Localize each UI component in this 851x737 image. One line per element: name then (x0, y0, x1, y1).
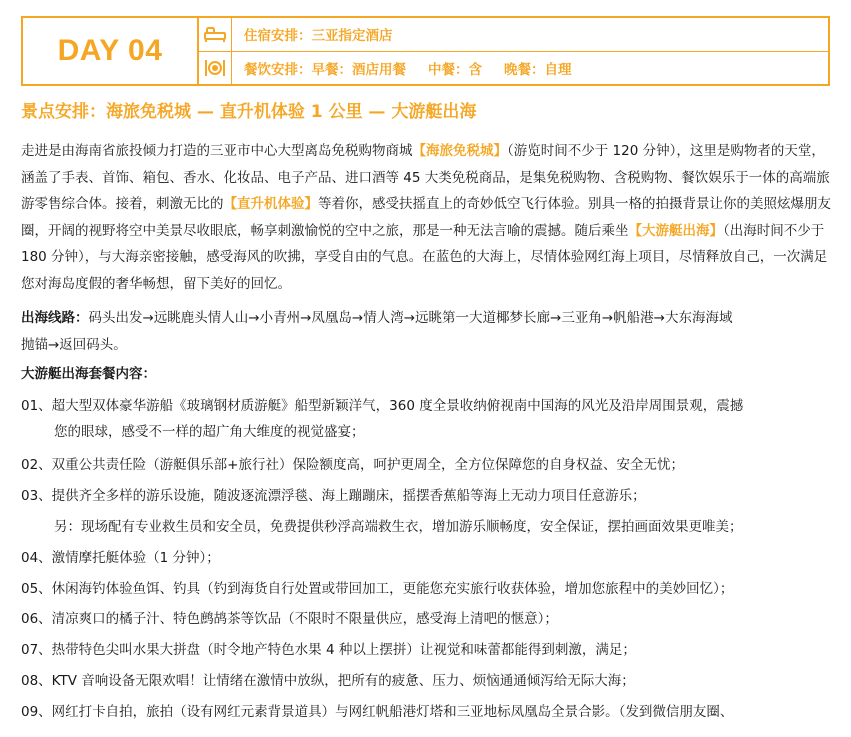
list-item: 06、清凉爽口的橘子汁、特色鹧鸪茶等饮品（不限时不限量供应，感受海上清吧的惬意）； (21, 611, 558, 627)
meals-label: 餐饮安排： (244, 61, 312, 78)
day-label: DAY 04 (57, 34, 163, 67)
meals-row (199, 52, 828, 85)
list-item: 02、双重公共责任险（游艇俱乐部+旅行社）保险额度高，呵护更周全，全方位保障您的自身权益、安全无忧； (21, 457, 684, 473)
day-info (199, 18, 828, 84)
route-line-1 (21, 306, 733, 326)
bed-icon (199, 18, 232, 51)
highlight-helicopter: 【直升机体验】 (223, 196, 318, 212)
accommodation-row (199, 18, 828, 52)
accommodation-text: 住宿安排：三亚指定酒店 (244, 28, 393, 45)
list-item: 05、休闲海钓体验鱼饵、钓具（钓到海货自行处置或带回加工，更能您充实旅行收获体验，增加您旅程中的美妙回忆）； (21, 581, 734, 597)
day-header (21, 16, 830, 86)
list-item: 09、网红打卡自拍，旅拍（设有网红元素背景道具）与网红帆船港灯塔和三亚地标凤凰岛全景合影。（发到微信朋友圈、 (21, 704, 734, 720)
list-item: 01、超大型双体豪华游船《玻璃钢材质游艇》船型新颖洋气，360 度全景收纳俯视南中国海的风光及沿岸周围景观，震撼 (21, 398, 744, 414)
section-title: 景点安排：海旅免税城 — 直升机体验 1 公里 — 大游艇出海 (21, 102, 477, 122)
highlight-duty-free: 【海旅免税城】 (412, 143, 507, 159)
dinner-text: 晚餐：自理 (504, 61, 572, 78)
package-title: 大游艇出海套餐内容： (21, 366, 156, 382)
intro-text-2: （游览时间不少于 120 分钟），这里是购物者的天堂，涵盖了手表、首饰、箱包、香水、化妆品、电子产品、进口酒等 45 大类免税商品，是集免税购物、含税购物、餐饮娱乐于一体的高端旅游零售综合体。接着，刺激无比的 (21, 143, 830, 212)
intro-text-4: （出海时间不少于 180 分钟），与大海亲密接触，感受海风的吹拂，享受自由的气息。在蓝色的大海上，尽情体验网红海上项目，尽情释放自己，一次满足您对海岛度假的奢华畅想，留下美好的回忆。 (21, 222, 828, 292)
dining-icon (199, 52, 232, 85)
breakfast-text: 早餐：酒店用餐 (311, 61, 406, 78)
list-item: 03、提供齐全多样的游乐设施，随波逐流漂浮毯、海上蹦蹦床，摇摆香蕉船等海上无动力项目任意游乐； (21, 488, 646, 504)
route-label: 出海线路： (21, 310, 89, 326)
day-badge (23, 18, 199, 84)
route-text: 码头出发→远眺鹿头情人山→小青州→凤凰岛→情人湾→远眺第一大道椰梦长廊→三亚角→帆船港→大东海海域 (88, 310, 733, 326)
intro-text-3: 等着你，感受扶摇直上的奇妙低空飞行体验。别具一格的拍摄背景让你的美照炫爆朋友圈，开阔的视野将空中美景尽收眼底，畅享刺激愉悦的空中之旅，那是一种无法言喻的震撼。随后乘坐 (21, 196, 831, 239)
intro-paragraph (21, 138, 833, 297)
intro-text-1: 走进是由海南省旅投倾力打造的三亚市中心大型离岛免税购物商城 (21, 143, 413, 159)
lunch-text: 中餐：含 (428, 61, 482, 78)
list-item: 08、KTV 音响设备无限欢唱！让情绪在激情中放纵，把所有的疲惫、压力、烦恼通通倾泻给无际大海； (21, 673, 635, 689)
route-line-2: 抛锚→返回码头。 (21, 337, 127, 353)
list-item: 07、热带特色尖叫水果大拼盘（时令地产特色水果 4 种以上摆拼）让视觉和味蕾都能得到刺激，满足； (21, 642, 636, 658)
highlight-yacht: 【大游艇出海】 (628, 222, 723, 239)
list-item: 04、激情摩托艇体验（1 分钟）； (21, 550, 220, 566)
list-item-note: 另：现场配有专业救生员和安全员，免费提供秒浮高端救生衣，增加游乐顺畅度，安全保证，摆拍画面效果更唯美； (54, 519, 743, 535)
list-item-continuation: 您的眼球，感受不一样的超广角大维度的视觉盛宴； (54, 424, 365, 440)
